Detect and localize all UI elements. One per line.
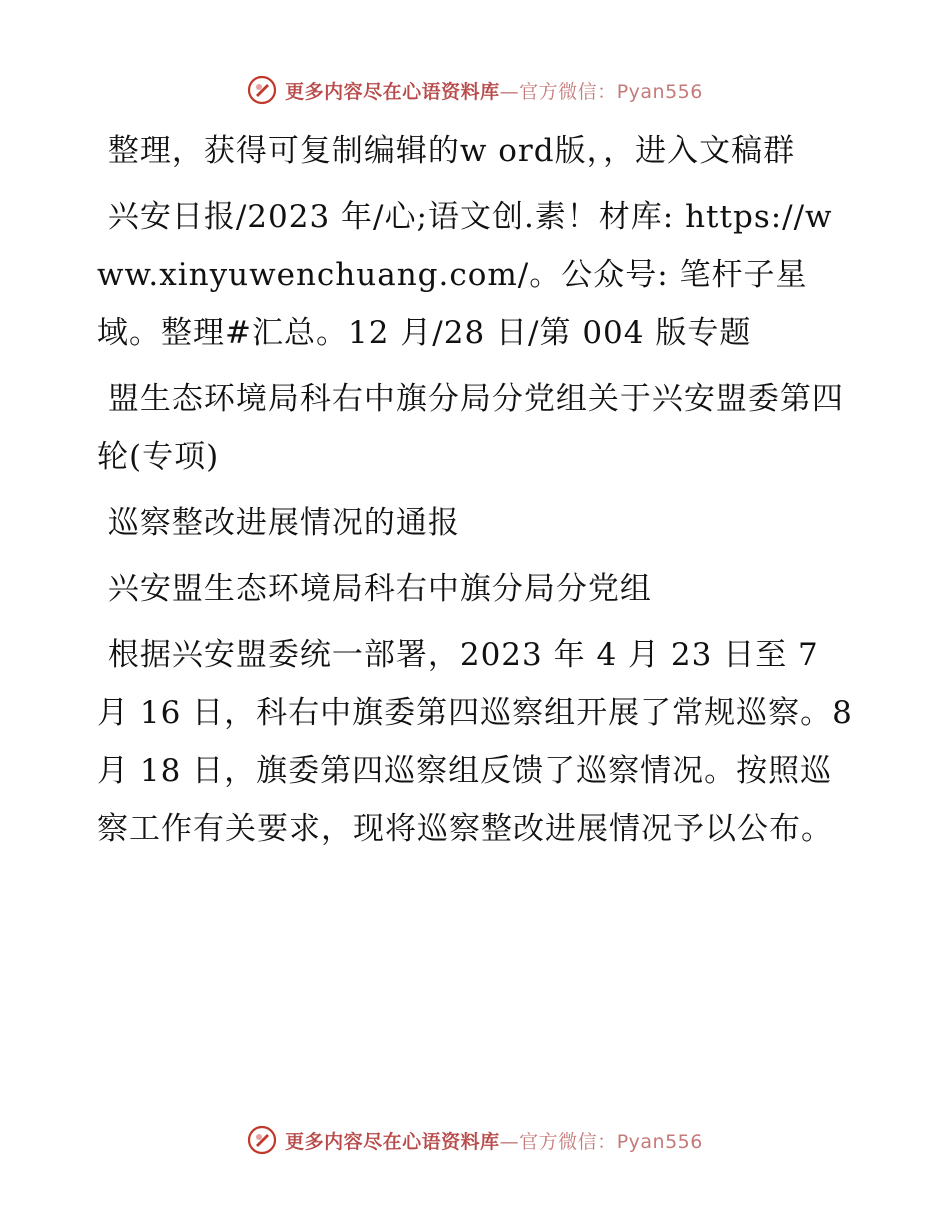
paragraph-title-line2: 巡察整改进展情况的通报: [97, 505, 460, 541]
watermark-handle: Pyan556: [616, 1130, 703, 1153]
watermark-handle: Pyan556: [616, 80, 703, 103]
brand-logo-icon: [247, 75, 277, 105]
paragraph-intro: 整理，获得可复制编辑的w ord版，，进入文稿群: [97, 133, 796, 169]
brand-logo-icon: [247, 1125, 277, 1155]
header-watermark: [0, 72, 950, 108]
paragraph-source: 兴安日报/2023 年/心;语文创.素！材库: https://www.xinyuwenchuang.com/。公众号: 笔杆子星域。整理#汇总。12 月/28 日/第 004 版专题: [97, 199, 833, 351]
paragraph-title-line1: 盟生态环境局科右中旗分局分党组关于兴安盟委第四轮(专项): [97, 381, 844, 475]
watermark-separator: —: [499, 1130, 520, 1153]
watermark-separator: —: [499, 80, 520, 103]
watermark-main: 更多内容尽在心语资料库: [285, 1130, 500, 1153]
watermark-text: [285, 77, 703, 104]
paragraph-body: 根据兴安盟委统一部署，2023 年 4 月 23 日至 7 月 16 日，科右中旗委第四巡察组开展了常规巡察。8 月 18 日，旗委第四巡察组反馈了巡察情况。按照巡察工作有关要求，现将巡察整改进展情况予以公布。: [97, 637, 864, 847]
document-body: [97, 122, 864, 866]
watermark-main: 更多内容尽在心语资料库: [285, 80, 500, 103]
paragraph-author: 兴安盟生态环境局科右中旗分局分党组: [97, 571, 652, 607]
footer-watermark: [0, 1122, 950, 1158]
watermark-official: 官方微信：: [519, 1130, 617, 1153]
watermark-official: 官方微信：: [519, 80, 617, 103]
watermark-text: [285, 1127, 703, 1154]
